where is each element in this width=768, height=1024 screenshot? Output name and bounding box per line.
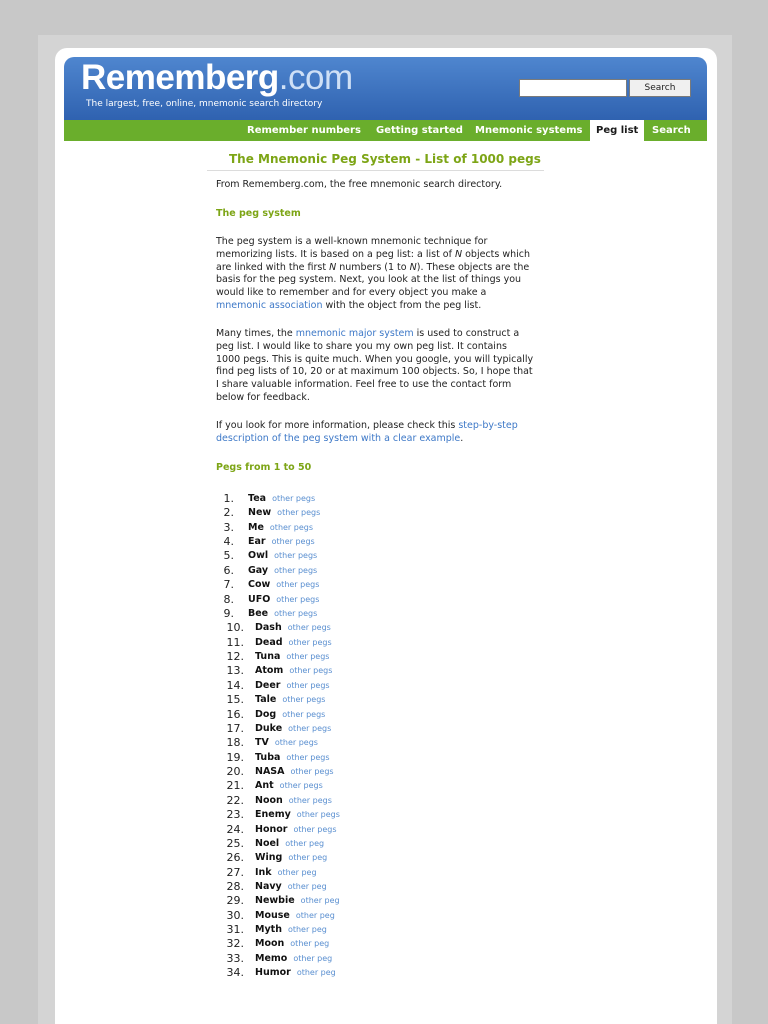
nav-mnemonic-systems[interactable]: Mnemonic systems — [475, 125, 583, 136]
other-pegs-link[interactable]: other peg — [287, 882, 327, 891]
list-item — [255, 924, 327, 935]
list-item — [255, 910, 335, 921]
peg-number: 3. — [223, 521, 234, 534]
list-item — [255, 637, 332, 648]
peg-word: Ear — [248, 536, 266, 547]
peg-word: Cow — [248, 579, 271, 590]
peg-number: 25. — [226, 837, 244, 850]
list-item — [255, 622, 331, 633]
list-item — [255, 780, 323, 791]
peg-number: 12. — [226, 650, 244, 663]
peg-word: Moon — [255, 938, 285, 949]
peg-number: 6. — [223, 564, 234, 577]
peg-word: Wing — [255, 852, 283, 863]
peg-word: New — [248, 507, 272, 518]
peg-word: Me — [248, 522, 264, 533]
peg-word: Tale — [255, 694, 277, 705]
peg-number: 21. — [226, 779, 244, 792]
title-divider — [207, 170, 544, 171]
list-item — [248, 550, 317, 561]
list-item — [248, 608, 317, 619]
peg-word: UFO — [248, 594, 271, 605]
list-item — [255, 824, 337, 835]
site-logo[interactable] — [81, 58, 353, 98]
list-item — [248, 594, 319, 605]
peg-word: Navy — [255, 881, 282, 892]
peg-word: Bee — [248, 608, 269, 619]
peg-word: NASA — [255, 766, 285, 777]
other-pegs-link[interactable]: other pegs — [269, 523, 314, 532]
peg-number: 4. — [223, 535, 234, 548]
other-pegs-link[interactable]: other peg — [287, 925, 327, 934]
other-pegs-link[interactable]: other pegs — [274, 738, 318, 747]
nav-search[interactable]: Search — [652, 125, 691, 136]
list-item — [248, 493, 315, 504]
peg-number: 1. — [223, 492, 234, 505]
other-pegs-link[interactable]: other pegs — [274, 566, 318, 575]
section-heading-peg-system: The peg system — [216, 208, 301, 219]
site-tagline: The largest, free, online, mnemonic search directory — [86, 99, 323, 109]
peg-number: 24. — [226, 823, 244, 836]
para1-n1: N — [454, 248, 463, 260]
para3-text-b: . — [460, 432, 464, 444]
list-item — [255, 938, 329, 949]
list-item — [255, 795, 332, 806]
peg-number: 7. — [223, 578, 234, 591]
peg-word: Atom — [255, 665, 284, 676]
page-title: The Mnemonic Peg System - List of 1000 pegs — [229, 152, 541, 166]
list-item — [255, 867, 317, 878]
other-pegs-link[interactable]: other pegs — [288, 724, 332, 733]
other-pegs-link[interactable]: other pegs — [286, 753, 330, 762]
peg-number: 31. — [226, 923, 244, 936]
peg-word: Tuna — [255, 651, 281, 662]
peg-number: 14. — [226, 679, 244, 692]
other-pegs-link[interactable]: other pegs — [287, 623, 331, 632]
peg-word: Enemy — [255, 809, 291, 820]
nav-getting-started[interactable]: Getting started — [376, 125, 463, 136]
peg-word: Ant — [255, 780, 274, 791]
nav-peg-list[interactable]: Peg list — [590, 120, 644, 141]
paragraph-peg-system — [216, 236, 534, 313]
logo-main: Rememberg — [81, 58, 279, 97]
peg-word: Ink — [255, 867, 272, 878]
peg-number: 33. — [226, 952, 244, 965]
peg-number: 18. — [226, 736, 244, 749]
list-item — [255, 709, 325, 720]
other-pegs-link[interactable]: other pegs — [290, 767, 334, 776]
list-item — [255, 766, 334, 777]
list-item — [248, 507, 320, 518]
peg-number: 19. — [226, 751, 244, 764]
other-pegs-link[interactable]: other pegs — [279, 781, 323, 790]
para1-text-b: objects which are linked with the first — [216, 248, 531, 273]
other-pegs-link[interactable]: other pegs — [288, 638, 332, 647]
para1-text-a: The peg system is a well-known mnemonic technique for memorizing lists. It is based on a peg list: a list of — [216, 236, 488, 260]
peg-number: 28. — [226, 880, 244, 893]
other-pegs-link[interactable]: other pegs — [272, 494, 316, 503]
peg-word: Dash — [255, 622, 282, 633]
list-item — [248, 536, 315, 547]
list-item — [248, 565, 317, 576]
peg-number: 13. — [226, 664, 244, 677]
other-pegs-link[interactable]: other peg — [290, 939, 330, 948]
link-step-by-step[interactable]: step-by-step description of the peg system with a clear example — [216, 420, 518, 444]
peg-number: 20. — [226, 765, 244, 778]
other-pegs-link[interactable]: other peg — [295, 911, 335, 920]
peg-number: 27. — [226, 866, 244, 879]
peg-number: 34. — [226, 966, 244, 979]
list-item — [255, 895, 340, 906]
link-mnemonic-major-system[interactable]: mnemonic major system — [295, 328, 414, 339]
list-item — [255, 752, 330, 763]
para1-text-d: ). These objects are the basis for the peg system. Next, you look at the list of things you would like to remember and for every object you make a — [216, 261, 530, 299]
peg-word: Humor — [255, 967, 291, 978]
other-pegs-link[interactable]: other pegs — [271, 537, 315, 546]
intro-text: From Rememberg.com, the free mnemonic search directory. — [216, 179, 503, 190]
list-item — [255, 838, 324, 849]
paragraph-major-system — [216, 328, 534, 405]
peg-number: 17. — [226, 722, 244, 735]
list-item — [248, 579, 319, 590]
peg-word: Gay — [248, 565, 269, 576]
other-pegs-link[interactable]: other peg — [300, 896, 340, 905]
list-item — [255, 680, 330, 691]
list-item — [255, 809, 340, 820]
peg-number: 2. — [223, 506, 234, 519]
peg-number: 26. — [226, 851, 244, 864]
other-pegs-link[interactable]: other peg — [288, 853, 328, 862]
peg-word: Owl — [248, 550, 269, 561]
other-pegs-link[interactable]: other pegs — [282, 710, 326, 719]
peg-word: Honor — [255, 824, 288, 835]
para1-text-e: with the object from the peg list. — [322, 299, 482, 311]
page-body — [55, 48, 717, 1024]
other-pegs-link[interactable]: other peg — [293, 954, 333, 963]
other-pegs-link[interactable]: other peg — [277, 868, 317, 877]
peg-number: 32. — [226, 937, 244, 950]
list-item — [255, 967, 336, 978]
other-pegs-link[interactable]: other pegs — [296, 810, 340, 819]
peg-word: Memo — [255, 953, 288, 964]
para2-text-a: Many times, the — [216, 328, 296, 339]
peg-word: Tea — [248, 493, 267, 504]
logo-tld: .com — [278, 58, 353, 97]
other-pegs-link[interactable]: other pegs — [286, 652, 330, 661]
peg-number: 29. — [226, 894, 244, 907]
other-pegs-link[interactable]: other peg — [285, 839, 325, 848]
list-item — [255, 953, 332, 964]
peg-word: Newbie — [255, 895, 295, 906]
other-pegs-link[interactable]: other pegs — [277, 508, 321, 517]
link-mnemonic-association[interactable]: mnemonic association — [216, 299, 323, 311]
list-item — [255, 665, 332, 676]
peg-word: Tuba — [255, 752, 281, 763]
para1-text-c: numbers (1 to — [336, 261, 410, 273]
peg-number: 30. — [226, 909, 244, 922]
peg-word: Mouse — [255, 910, 290, 921]
other-pegs-link[interactable]: other pegs — [282, 695, 326, 704]
peg-number: 11. — [226, 636, 244, 649]
list-item — [248, 522, 313, 533]
peg-number: 22. — [226, 794, 244, 807]
peg-word: TV — [255, 737, 269, 748]
list-item — [255, 737, 318, 748]
other-pegs-link[interactable]: other pegs — [289, 666, 333, 675]
list-item — [255, 651, 329, 662]
other-pegs-link[interactable]: other pegs — [286, 681, 330, 690]
peg-number: 16. — [226, 708, 244, 721]
other-pegs-link[interactable]: other pegs — [274, 609, 318, 618]
para1-n2: N — [329, 261, 337, 273]
other-pegs-link[interactable]: other peg — [296, 968, 336, 977]
list-item — [255, 881, 327, 892]
peg-number: 8. — [223, 593, 234, 606]
para1-n3: N — [409, 261, 417, 273]
nav-remember-numbers[interactable]: Remember numbers — [247, 125, 361, 136]
other-pegs-link[interactable]: other pegs — [274, 551, 318, 560]
peg-number: 10. — [226, 621, 244, 634]
paragraph-more-info — [216, 420, 534, 446]
other-pegs-link[interactable]: other pegs — [276, 595, 320, 604]
peg-number: 9. — [223, 607, 234, 620]
peg-word: Dog — [255, 709, 277, 720]
peg-word: Duke — [255, 723, 283, 734]
peg-number: 5. — [223, 549, 234, 562]
other-pegs-link[interactable]: other pegs — [293, 825, 337, 834]
list-item — [255, 852, 327, 863]
other-pegs-link[interactable]: other pegs — [276, 580, 320, 589]
search-button[interactable]: Search — [629, 79, 691, 97]
peg-word: Myth — [255, 924, 282, 935]
peg-word: Noon — [255, 795, 283, 806]
peg-number: 15. — [226, 693, 244, 706]
other-pegs-link[interactable]: other pegs — [288, 796, 332, 805]
list-item — [255, 694, 325, 705]
peg-number: 23. — [226, 808, 244, 821]
para3-text-a: If you look for more information, please check this — [216, 420, 459, 431]
peg-word: Deer — [255, 680, 281, 691]
section-heading-pegs-1-50: Pegs from 1 to 50 — [216, 462, 312, 473]
search-input[interactable] — [519, 79, 627, 97]
peg-word: Dead — [255, 637, 283, 648]
list-item — [255, 723, 331, 734]
peg-word: Noel — [255, 838, 280, 849]
para2-text-b: is used to construct a peg list. I would like to share you my own peg list. It contains 1000 pegs. This is quite much. When you google, you will typically find peg lists of 10, 20 or at maximum 100 objects. So, I hope that I share valuable information. Feel free to use the contact form below for feedback. — [216, 328, 534, 403]
